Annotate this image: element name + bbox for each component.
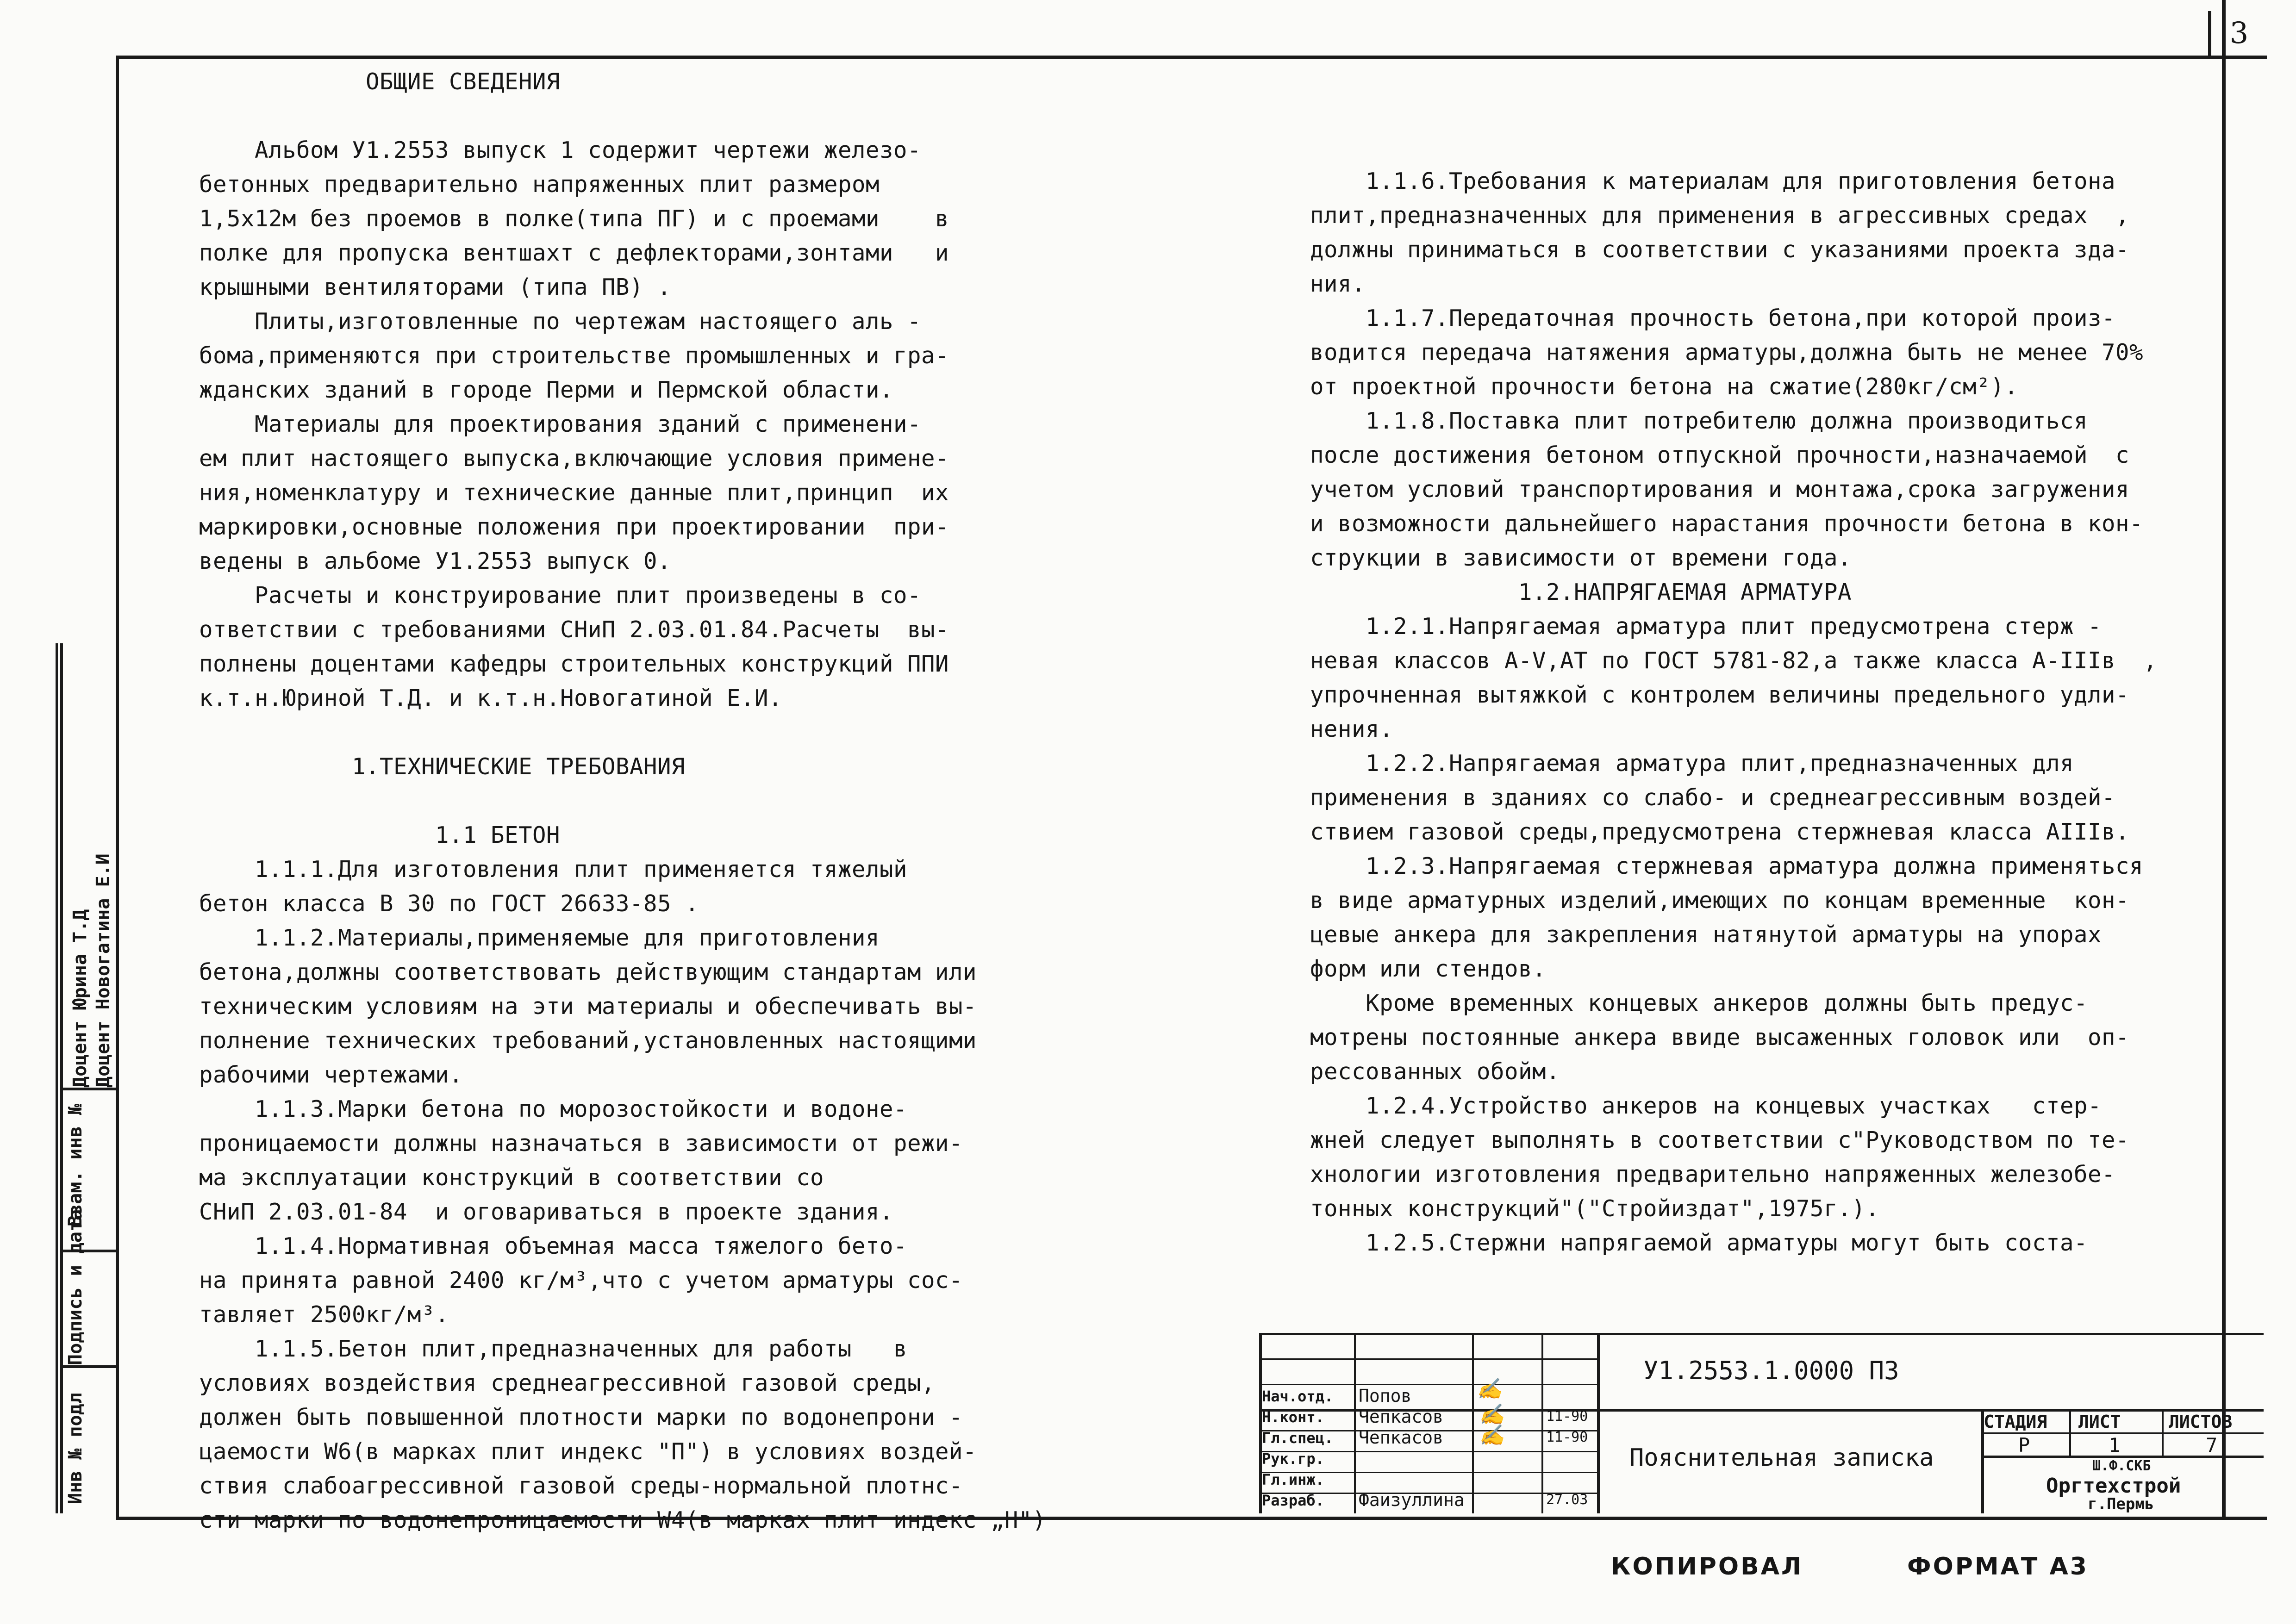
- stamp-line: [1541, 1333, 1543, 1513]
- margin-person-1: Доцент Юрина Т.Д: [69, 909, 91, 1088]
- left-text-line: бетонных предварительно напряженных плит размером: [199, 171, 880, 198]
- right-text-line: 1.2.5.Стержни напрягаемой арматуры могут быть соста-: [1310, 1230, 2088, 1256]
- right-text-line: мотрены постоянные анкера ввиде высаженных головок или оп-: [1310, 1024, 2130, 1051]
- left-text-line: тавляет 2500кг/м³.: [199, 1301, 449, 1328]
- stamp-sheets-value: 7: [2206, 1434, 2218, 1456]
- left-text-line: ствия слабоагрессивной газовой среды-нормальной плотнс-: [199, 1473, 963, 1499]
- stamp-name: Чепкасов: [1359, 1427, 1444, 1448]
- stamp-line: [1259, 1358, 1597, 1360]
- right-text-line: применения в зданиях со слабо- и среднеагрессивным воздей-: [1310, 784, 2116, 811]
- left-text-line: Плиты,изготовленные по чертежам настоящего аль -: [199, 308, 922, 335]
- left-text-line: бома,применяются при строительстве промышленных и гра-: [199, 342, 949, 369]
- left-text-line: рабочими чертежами.: [199, 1062, 463, 1088]
- right-text-line: 1.1.8.Поставка плит потребителю должна производиться: [1310, 408, 2088, 434]
- right-text-line: после достижения бетоном отпускной прочности,назначаемой с: [1310, 442, 2130, 468]
- right-text-line: должны приниматься в соответствии с указаниями проекта зда-: [1310, 236, 2130, 263]
- left-text-line: [199, 716, 1014, 750]
- footer-copied: КОПИРОВАЛ: [1611, 1553, 1803, 1580]
- left-text-line: ма эксплуатации конструкций в соответствии со: [199, 1164, 824, 1191]
- left-text-line: Материалы для проектирования зданий с применени-: [199, 411, 922, 437]
- right-text-line: тонных конструкций"("Стройиздат",1975г.).: [1310, 1195, 1880, 1222]
- left-text-line: [199, 784, 1014, 818]
- left-text-line: маркировки,основные положения при проектировании при-: [199, 514, 949, 540]
- stamp-stage-value: Р: [2018, 1434, 2030, 1456]
- left-text-line: ем плит настоящего выпуска,включающие условия примене-: [199, 445, 949, 472]
- left-text-line: ведены в альбоме У1.2553 выпуск 0.: [199, 548, 672, 574]
- stamp-date: 11-90: [1546, 1408, 1588, 1425]
- signature-popov: ✍: [1477, 1377, 1502, 1401]
- drawing-title: Пояснительная записка: [1629, 1444, 1934, 1472]
- margin-vzam-label: Взам. инв №: [65, 1104, 86, 1226]
- stamp-line: [1259, 1384, 1597, 1385]
- left-text-line: условиях воздействия среднеагрессивной газовой среды,: [199, 1370, 936, 1396]
- left-text-line: 1.1.1.Для изготовления плит применяется тяжелый: [199, 856, 908, 883]
- right-text-line: учетом условий транспортирования и монтажа,срока загружения: [1310, 476, 2130, 503]
- left-text-line: 1.1.5.Бетон плит,предназначенных для работы в: [199, 1336, 908, 1362]
- right-text-line: и возможности дальнейшего нарастания прочности бетона в кон-: [1310, 510, 2144, 537]
- right-text-line: рессованных обойм.: [1310, 1058, 1560, 1085]
- stamp-line: [1472, 1333, 1474, 1513]
- left-text-line: полнены доцентами кафедры строительных конструкций ППИ: [199, 651, 949, 677]
- right-text-line: жней следует выполнять в соответствии с"Руководством по те-: [1310, 1127, 2130, 1153]
- right-text-line: форм или стендов.: [1310, 956, 1547, 982]
- stamp-role: Гл.спец.: [1262, 1429, 1334, 1447]
- stamp-line: [1597, 1333, 1600, 1513]
- stamp-name: Попов: [1359, 1386, 1412, 1406]
- left-text-line: к.т.н.Юриной Т.Д. и к.т.н.Новогатиной Е.И.: [199, 685, 783, 711]
- margin-inv-label: Инв № подл: [65, 1393, 86, 1504]
- stamp-col-stage: СТАДИЯ: [1984, 1412, 2047, 1432]
- left-text-line: 1.1.3.Марки бетона по морозостойкости и водоне-: [199, 1096, 908, 1122]
- right-text-line: 1.2.3.Напрягаемая стержневая арматура должна применяться: [1310, 853, 2144, 879]
- stamp-name: Чепкасов: [1359, 1406, 1444, 1427]
- stamp-role: Гл.инж.: [1262, 1471, 1324, 1488]
- right-text-column: [1310, 164, 2227, 1260]
- left-text-line: СНиП 2.03.01-84 и оговариваться в проекте здания.: [199, 1199, 894, 1225]
- stamp-col-sheet: ЛИСТ: [2078, 1412, 2121, 1432]
- margin-person-2: Доцент Новогатина Е.И: [93, 853, 114, 1088]
- left-text-line: ответствии с требованиями СНиП 2.03.01.84.Расчеты вы-: [199, 616, 949, 643]
- right-text-line: ствием газовой среды,предусмотрена стержневая класса АIIIв.: [1310, 819, 2130, 845]
- stamp-role: Разраб.: [1262, 1492, 1324, 1509]
- right-text-line: нения.: [1310, 716, 1394, 742]
- right-text-line: 1.2.1.Напрягаемая арматура плит предусмотрена стерж -: [1310, 613, 2102, 640]
- right-text-line: Кроме временных концевых анкеров должны быть предус-: [1310, 990, 2088, 1016]
- left-text-line: цаемости W6(в марках плит индекс "П") в условиях воздей-: [199, 1438, 977, 1465]
- right-text-line: струкции в зависимости от времени года.: [1310, 545, 1852, 571]
- right-text-line: 1.2.2.Напрягаемая арматура плит,предназначенных для: [1310, 750, 2074, 777]
- right-text-line: 1.1.7.Передаточная прочность бетона,при которой произ-: [1310, 305, 2116, 331]
- right-text-line: хнологии изготовления предварительно напряженных железобе-: [1310, 1161, 2116, 1188]
- sheet-number: 3: [2208, 11, 2267, 59]
- title-block: [1259, 1333, 2264, 1513]
- left-text-line: полнение технических требований,установленных настоящими: [199, 1027, 977, 1054]
- right-text-line: упрочненная вытяжкой с контролем величины предельного удли-: [1310, 682, 2130, 708]
- stamp-line: [1259, 1333, 2264, 1335]
- left-text-heading: 1.ТЕХНИЧЕСКИЕ ТРЕБОВАНИЯ: [199, 753, 686, 780]
- stamp-role: Нач.отд.: [1262, 1388, 1334, 1405]
- stamp-line: [1354, 1333, 1356, 1513]
- right-text-line: в виде арматурных изделий,имеющих по концам временные кон-: [1310, 887, 2130, 914]
- margin-sign-label: Подпись и дата: [65, 1209, 86, 1365]
- right-text-line: 1.1.6.Требования к материалам для приготовления бетона: [1310, 168, 2116, 194]
- left-text-line: Расчеты и конструирование плит произведены в со-: [199, 582, 922, 609]
- left-text-line: проницаемости должны назначаться в зависимости от режи-: [199, 1130, 963, 1157]
- stamp-role: Рук.гр.: [1262, 1450, 1324, 1468]
- left-text-line: бетона,должны соответствовать действующим стандартам или: [199, 959, 977, 985]
- left-text-line: 1,5х12м без проемов в полке(типа ПГ) и с проемами в: [199, 205, 949, 232]
- signature-chepkasov-2: ✍: [1479, 1424, 1504, 1447]
- drawing-code: У1.2553.1.0000 ПЗ: [1643, 1356, 1899, 1385]
- left-text-line: техническим условиям на эти материалы и обеспечивать вы-: [199, 993, 977, 1020]
- left-text-line: бетон класса В 30 по ГОСТ 26633-85 .: [199, 890, 699, 917]
- stamp-date: 27.03: [1546, 1492, 1588, 1508]
- left-text-line: крышными вентиляторами (типа ПВ) .: [199, 274, 672, 300]
- left-text-line: Альбом У1.2553 выпуск 1 содержит чертежи железо-: [199, 137, 922, 163]
- signature-chepkasov-1: ✍: [1479, 1403, 1504, 1426]
- left-text-line: [199, 99, 1014, 133]
- right-text-line: от проектной прочности бетона на сжатие(280кг/см²).: [1310, 373, 2019, 400]
- right-text-line: водится передача натяжения арматуры,должна быть не менее 70%: [1310, 339, 2144, 366]
- left-text-line: 1.1.4.Нормативная объемная масса тяжелого бето-: [199, 1233, 908, 1259]
- org-line-3: г.Пермь: [2088, 1495, 2154, 1513]
- left-text-line: ния,номенклатуру и технические данные плит,принцип их: [199, 479, 949, 506]
- stamp-name: Фаизуллина: [1359, 1490, 1465, 1510]
- left-text-heading: ОБЩИЕ СВЕДЕНИЯ: [199, 68, 561, 95]
- org-line-1: Ш.Ф.СКБ: [2092, 1458, 2151, 1474]
- footer-format: ФОРМАТ А3: [1907, 1553, 2089, 1580]
- right-text-line: цевые анкера для закрепления натянутой арматуры на упорах: [1310, 921, 2102, 948]
- left-text-column: [199, 65, 1047, 1537]
- left-text-line: сти марки по водонепроницаемости W4(в марках плит индекс „Н"): [199, 1507, 1047, 1533]
- left-text-heading: 1.1 БЕТОН: [199, 822, 561, 848]
- stamp-role: Н.конт.: [1262, 1408, 1324, 1426]
- stamp-sheet-value: 1: [2109, 1434, 2121, 1456]
- org-line-2: Оргтехстрой: [2046, 1474, 2181, 1498]
- right-text-line: 1.2.4.Устройство анкеров на концевых участках стер-: [1310, 1093, 2102, 1119]
- stamp-date: 11-90: [1546, 1429, 1588, 1445]
- right-text-line: невая классов А-V,АТ по ГОСТ 5781-82,а также класса А-IIIв ,: [1310, 647, 2158, 674]
- left-text-line: должен быть повышенной плотности марки по водонепрони -: [199, 1404, 963, 1431]
- stamp-col-sheets: ЛИСТОВ: [2169, 1412, 2233, 1432]
- left-text-line: 1.1.2.Материалы,применяемые для приготовления: [199, 925, 880, 951]
- left-text-line: на принята равной 2400 кг/м³,что с учетом арматуры сос-: [199, 1267, 963, 1294]
- right-text-line: плит,предназначенных для применения в агрессивных средах ,: [1310, 202, 2130, 229]
- left-text-line: жданских зданий в городе Перми и Пермской области.: [199, 377, 894, 403]
- right-text-heading: 1.2.НАПРЯГАЕМАЯ АРМАТУРА: [1310, 579, 1852, 605]
- right-text-line: ния.: [1310, 271, 1366, 297]
- left-text-line: полке для пропуска вентшахт с дефлекторами,зонтами и: [199, 240, 949, 266]
